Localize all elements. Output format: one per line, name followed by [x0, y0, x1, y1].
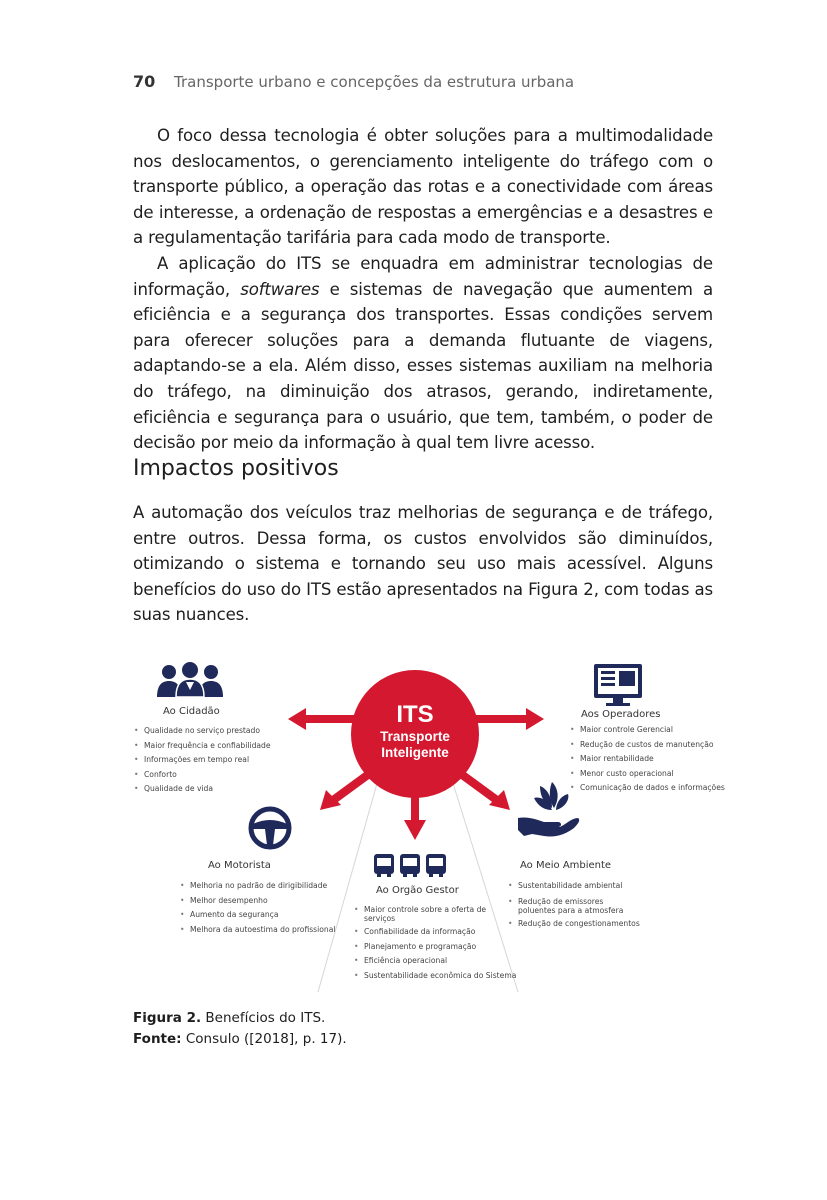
arrow-right-shaft [476, 715, 526, 723]
list-item: • Maior controle sobre a oferta de serviços [354, 905, 494, 923]
people-icon [157, 662, 223, 697]
list-item: • Maior frequência e confiabilidade [134, 739, 271, 754]
list-item: • Qualidade no serviço prestado [134, 724, 271, 739]
paragraph-2 [133, 251, 713, 456]
figure-caption [133, 1010, 325, 1026]
figure-source-label: Fonte: [133, 1031, 182, 1047]
list-item: • Melhoria no padrão de dirigibilidade [180, 879, 335, 894]
paragraph-2-italic: softwares [240, 279, 320, 299]
list-operadores [570, 723, 725, 796]
its-subtitle-1: Transporte [380, 729, 450, 744]
list-item: • Menor custo operacional [570, 767, 725, 782]
body-text-section [133, 500, 713, 628]
paragraph-2-rest: e sistemas de navegação que aumentem a eficiência e a segurança dos transportes. Essas condições servem para oferecer soluções para a demanda flutuante de viagens, adaptando-se a ela. Além disso, esses sistemas auxiliam na melhoria do tráfego, na diminuição dos atrasos, gerando, indiretamente, eficiência e segurança para o usuário, que tem, também, o poder de decisão por meio da informação à qual tem livre acesso. [133, 279, 713, 453]
label-operadores: Aos Operadores [581, 709, 661, 720]
arrow-left-shaft [304, 715, 354, 723]
label-cidadao: Ao Cidadão [163, 706, 220, 717]
page-number: 70 [133, 72, 156, 91]
list-item: • Maior rentabilidade [570, 752, 725, 767]
list-item: • Redução de custos de manutenção [570, 738, 725, 753]
list-item: • Redução de emissores poluentes para a atmosfera [508, 897, 643, 915]
figure-source [133, 1031, 347, 1047]
list-item: • Qualidade de vida [134, 782, 271, 797]
body-text-top [133, 123, 713, 456]
steering-wheel-icon [251, 809, 289, 847]
list-item: • Melhor desempenho [180, 894, 335, 909]
running-title: Transporte urbano e concepções da estrutura urbana [174, 73, 575, 91]
label-motorista: Ao Motorista [208, 860, 271, 871]
figure-caption-label: Figura 2. [133, 1010, 202, 1026]
list-item: • Redução de congestionamentos [508, 917, 643, 932]
figure-source-text: Consulo ([2018], p. 17). [185, 1031, 347, 1047]
running-header [133, 72, 574, 91]
label-ambiente: Ao Meio Ambiente [520, 860, 612, 871]
its-benefits-figure [120, 640, 725, 1000]
list-item: • Sustentabilidade econômica do Sistema [354, 969, 494, 984]
its-subtitle-2: Inteligente [381, 745, 449, 760]
arrow-down-head [404, 820, 426, 840]
section-heading: Impactos positivos [133, 456, 339, 481]
list-item: • Comunicação de dados e informações [570, 781, 725, 796]
its-title: ITS [396, 701, 434, 728]
list-item: • Melhora da autoestima do profissional [180, 923, 335, 938]
list-item: • Informações em tempo real [134, 753, 271, 768]
arrow-right-head [526, 708, 544, 730]
monitor-icon [594, 664, 642, 706]
list-item: • Conforto [134, 768, 271, 783]
list-item: • Maior controle Gerencial [570, 723, 725, 738]
section-paragraph: A automação dos veículos traz melhorias de segurança e de tráfego, entre outros. Dessa forma, os custos envolvidos são diminuídos, otimizando o sistema e tornando seu uso mais acessível. Alguns benefícios do uso do ITS estão apresentados na Figura 2, com todas as suas nuances. [133, 503, 713, 625]
list-item: • Sustentabilidade ambiental [508, 879, 643, 894]
arrow-left-head [288, 708, 306, 730]
list-cidadao [134, 724, 271, 797]
list-item: • Planejamento e programação [354, 940, 494, 955]
figure-caption-text: Benefícios do ITS. [205, 1010, 326, 1026]
paragraph-1: O foco dessa tecnologia é obter soluções para a multimodalidade nos deslocamentos, o gerenciamento inteligente do tráfego com o transporte público, a operação das rotas e a conectividade com áreas de interesse, a ordenação de respostas a emergências e a desastres e a regulamentação tarifária para cada modo de transporte. [133, 126, 713, 248]
list-item: • Aumento da segurança [180, 908, 335, 923]
list-motorista [180, 879, 335, 937]
buses-icon [374, 854, 446, 877]
label-gestor: Ao Orgão Gestor [376, 885, 459, 896]
list-ambiente [508, 879, 643, 931]
list-item: • Confiabilidade da informação [354, 925, 494, 940]
list-item: • Eficiência operacional [354, 954, 494, 969]
list-gestor [354, 902, 517, 983]
paragraph-2-lead: A aplicação do ITS se enquadra em administrar tecnologias de informação, [133, 253, 713, 299]
